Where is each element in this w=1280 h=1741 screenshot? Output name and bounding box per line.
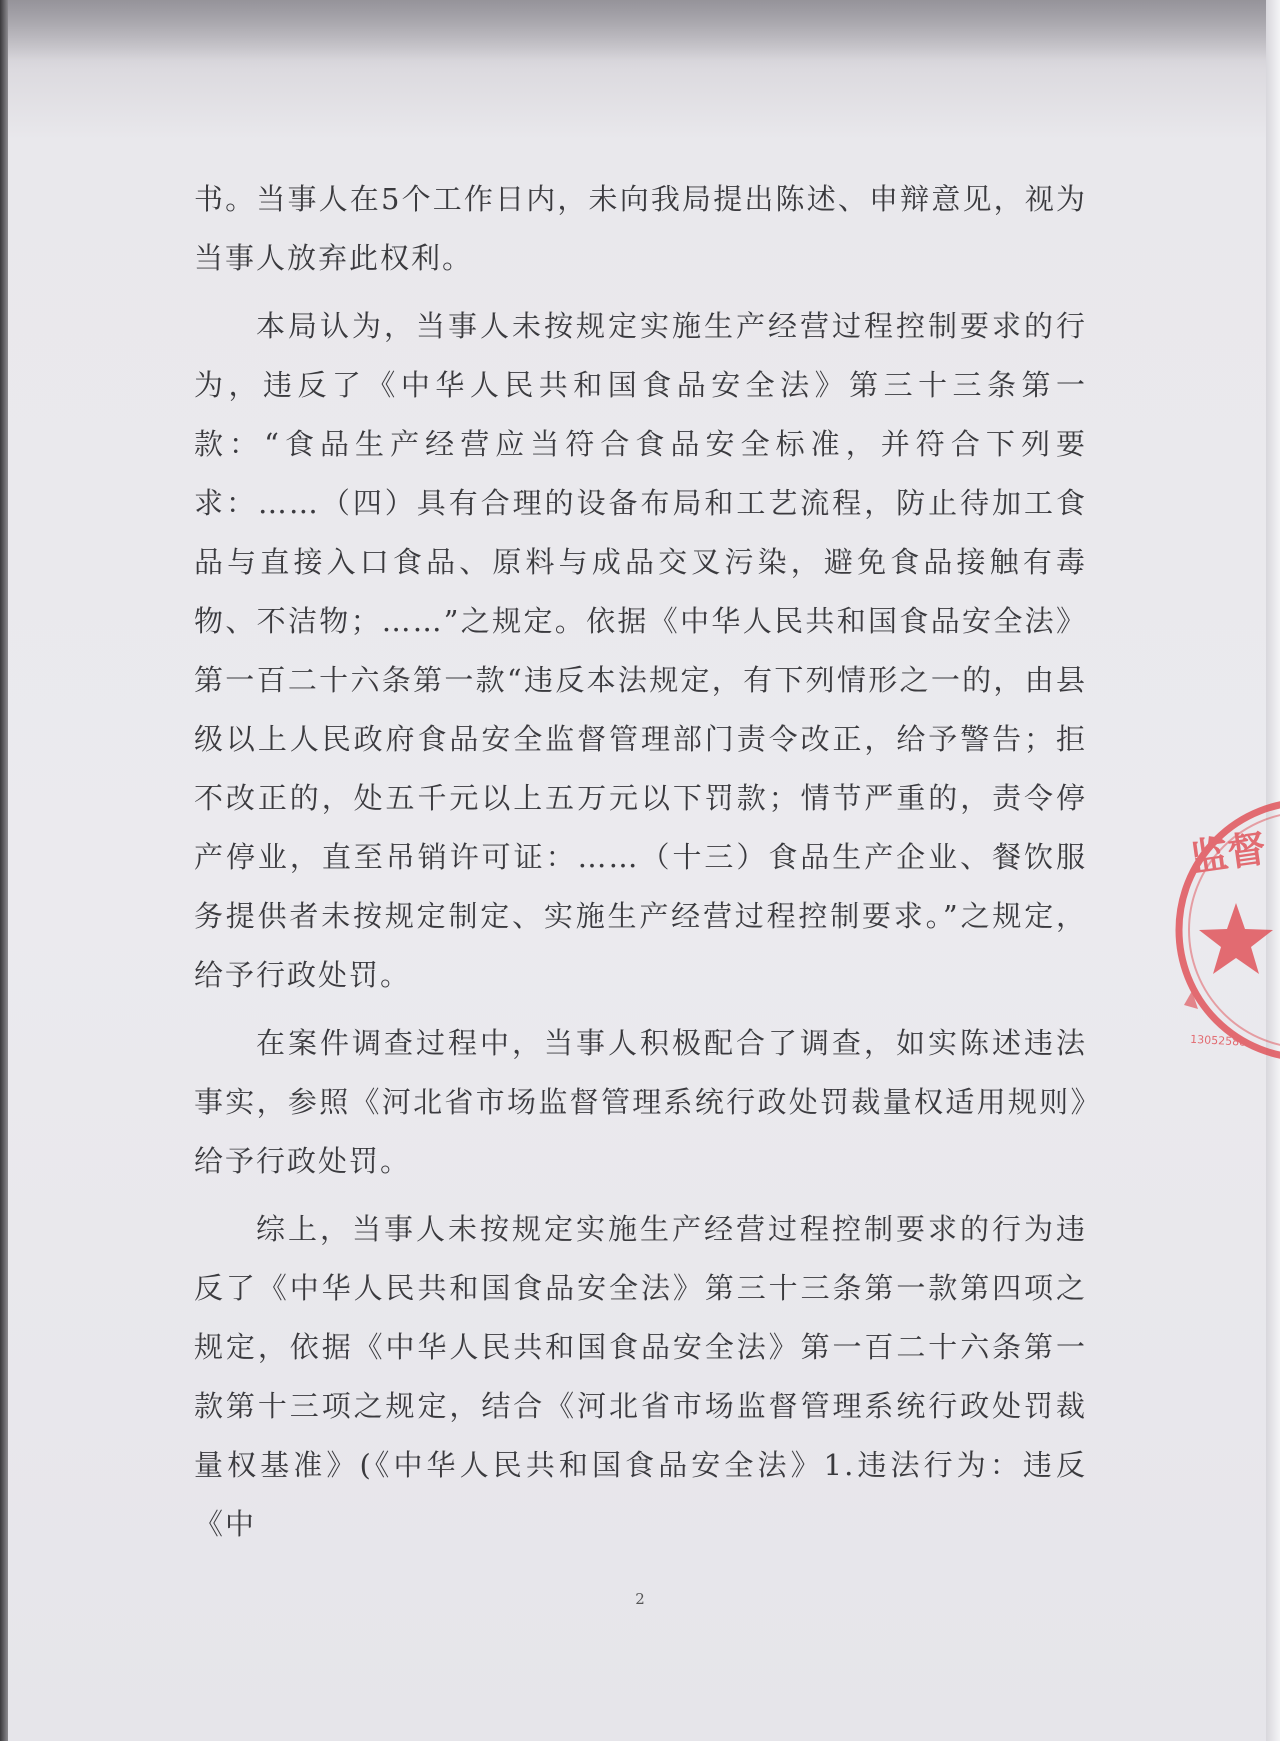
paragraph-summary: 综上，当事人未按规定实施生产经营过程控制要求的行为违反了《中华人民共和国食品安全法》第三十三条第一款第四项之规定，依据《中华人民共和国食品安全法》第一百二十六条第一款第十三项之规定，结合《河北省市场监督管理系统行政处罚裁量权基准》(《中华人民共和国食品安全法》1.违法行为：违反《中 — [194, 1212, 1087, 1541]
page-number: 2 — [635, 1590, 645, 1608]
paragraph-investigation: 在案件调查过程中，当事人积极配合了调查，如实陈述违法事实，参照《河北省市场监督管理系统行政处罚裁量权适用规则》给予行政处罚。 — [194, 1026, 1087, 1178]
left-edge — [0, 0, 8, 1741]
seal-text: 监督 — [1186, 825, 1269, 881]
top-shadow — [0, 0, 1280, 60]
paragraph-continuation: 书。当事人在5个工作日内，未向我局提出陈述、申辩意见，视为当事人放弃此权利。 — [194, 182, 1087, 275]
official-seal — [1172, 795, 1280, 1065]
paragraph-legal-basis: 本局认为，当事人未按规定实施生产经营过程控制要求的行为，违反了《中华人民共和国食品安全法》第三十三条第一款：“食品生产经营应当符合食品安全标准，并符合下列要求：……（四）具有合理的设备布局和工艺流程，防止待加工食品与直接入口食品、原料与成品交叉污染，避免食品接触有毒物、不洁物；……”之规定。依据《中华人民共和国食品安全法》第一百二十六条第一款“违反本法规定，有下列情形之一的，由县级以上人民政府食品安全监督管理部门责令改正，给予警告；拒不改正的，处五千元以上五万元以下罚款；情节严重的，责令停产停业，直至吊销许可证：……（十三）食品生产企业、餐饮服务提供者未按规定制定、实施生产经营过程控制要求。”之规定，给予行政处罚。 — [194, 309, 1087, 992]
seal-star — [1199, 903, 1273, 974]
seal-code: 13052588 — [1189, 1032, 1247, 1049]
document-body — [194, 170, 1087, 1554]
